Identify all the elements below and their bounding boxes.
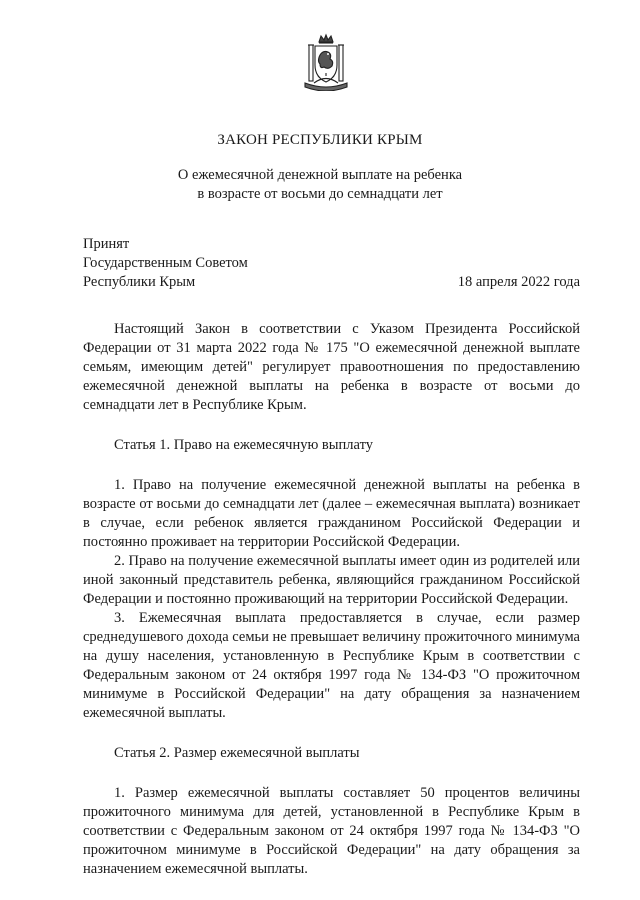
adoption-block: [83, 235, 248, 292]
article-2-paragraph-1: 1. Размер ежемесячной выплаты составляет 50 процентов величины прожиточного минимума для детей, установленной в Республике Крым в соответствии с Федеральным законом от 24 октября 1997 года № 134-ФЗ "О прожиточном минимуме в Российской Федерации" на дату обращения за назначением ежемесячной выплаты.: [83, 785, 580, 877]
article-2-heading: Статья 2. Размер ежемесячной выплаты: [114, 745, 360, 761]
adoption-date: 18 апреля 2022 года: [457, 274, 580, 290]
article-1-paragraph-2: 2. Право на получение ежемесячной выплаты имеет один из родителей или иной законный представитель ребенка, являющийся гражданином Российской Федерации и постоянно проживающий на территории Российской Федерации.: [83, 553, 580, 607]
subtitle-line: О ежемесячной денежной выплате на ребенка: [177, 167, 463, 183]
article-1-paragraph-1: 1. Право на получение ежемесячной денежной выплаты на ребенка в возрасте от восьми до семнадцати лет (далее – ежемесячная выплата) возникает в случае, если ребенок является гражданином Российской Федерации и постоянно проживает на территории Российской Федерации.: [83, 477, 580, 550]
subtitle-line: в возрасте от восьми до семнадцати лет: [197, 186, 443, 202]
adoption-line: Республики Крым: [83, 274, 196, 290]
law-body: [83, 320, 580, 879]
adoption-line: Принят: [83, 236, 130, 252]
article-1-heading: Статья 1. Право на ежемесячную выплату: [114, 437, 373, 453]
law-title: ЗАКОН РЕСПУБЛИКИ КРЫМ: [217, 132, 423, 148]
article-1-paragraph-3: 3. Ежемесячная выплата предоставляется в случае, если размер среднедушевого дохода семьи не превышает величину прожиточного минимума на душу населения, установленную в Республике Крым в соответствии с Федеральным законом от 24 октября 1997 года № 134-ФЗ "О прожиточном минимуме в Российской Федерации" на дату обращения за назначением ежемесячной выплаты.: [83, 610, 580, 721]
coat-of-arms-icon: [301, 33, 351, 91]
adoption-line: Государственным Советом: [83, 255, 248, 271]
law-subtitle: [0, 166, 640, 204]
preamble-paragraph: Настоящий Закон в соответствии с Указом Президента Российской Федерации от 31 марта 2022 года № 175 "О ежемесячной денежной выплате семьям, имеющим детей" регулирует правоотношения по предоставлению ежемесячной денежной выплаты на ребенка в возрасте от восьми до семнадцати лет в Республике Крым.: [83, 321, 580, 413]
